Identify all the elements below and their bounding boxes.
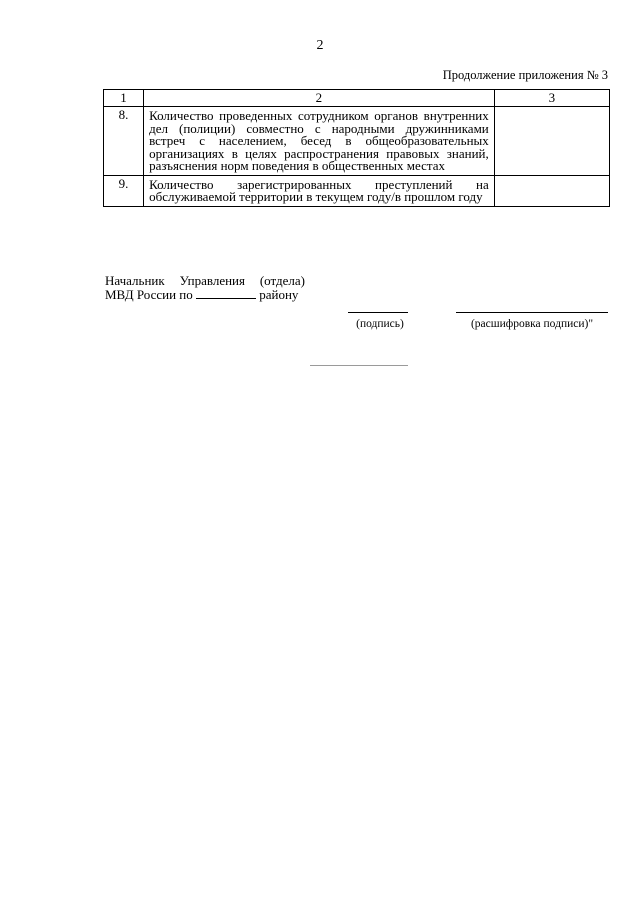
footer-rule bbox=[310, 365, 408, 366]
page-number: 2 bbox=[316, 38, 324, 53]
row-description: Количество зарегистрированных преступлений на обслуживаемой территории в текущем году/в прошлом году bbox=[144, 175, 495, 206]
row-number: 9. bbox=[104, 175, 144, 206]
signature-caption: (подпись) bbox=[356, 318, 404, 330]
signer-title-prefix: Начальник Управления (отдела) МВД России по bbox=[105, 273, 305, 302]
row-value bbox=[494, 107, 609, 176]
row-description: Количество проведенных сотрудником органов внутренних дел (полиции) совместно с народными дружинниками встреч с населением, бесед в общеобразовательных организациях в целях распространения правовых знаний, разъяснения норм поведения в общественных местах bbox=[144, 107, 495, 176]
row-number: 8. bbox=[104, 107, 144, 176]
district-blank-line bbox=[196, 289, 256, 299]
signature-line bbox=[348, 312, 408, 313]
report-table bbox=[103, 89, 610, 207]
signature-decode-line bbox=[456, 312, 608, 313]
table-row bbox=[104, 107, 610, 176]
column-header-2: 2 bbox=[144, 90, 495, 107]
row-value bbox=[494, 175, 609, 206]
table-header-row bbox=[104, 90, 610, 107]
continuation-note: Продолжение приложения № 3 bbox=[442, 68, 608, 82]
signer-title-suffix: району bbox=[259, 286, 299, 302]
signature-decode-caption: (расшифровка подписи)" bbox=[470, 318, 594, 330]
signer-title bbox=[105, 274, 305, 301]
table-row bbox=[104, 175, 610, 206]
column-header-3: 3 bbox=[494, 90, 609, 107]
column-header-1: 1 bbox=[104, 90, 144, 107]
